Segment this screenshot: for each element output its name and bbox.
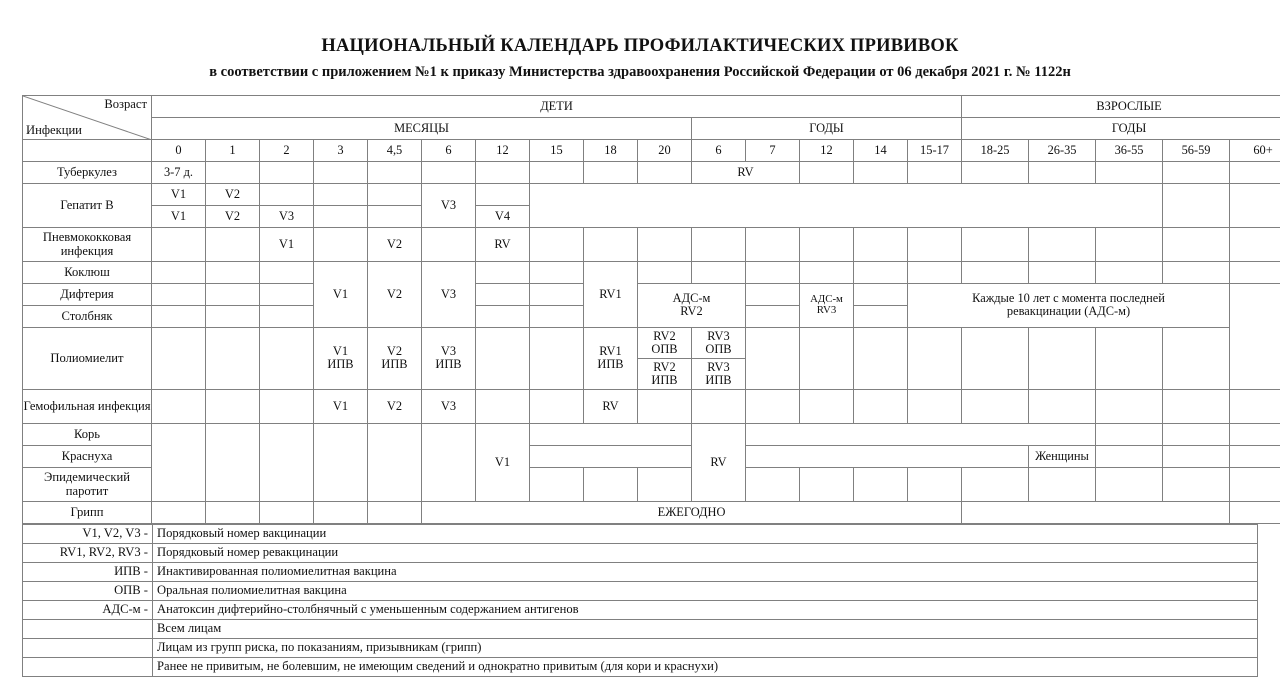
cell-empty [908,261,962,283]
legend-value-ipv: Инактивированная полиомиелитная вакцина [153,562,1258,581]
cell-polio-rv2-ipv [638,358,692,389]
cell-empty [1230,389,1280,423]
cell-mmr-v1: V1 [476,423,530,501]
legend-key-v: V1, V2, V3 - [23,524,153,543]
cell-empty [260,327,314,389]
ads-m-rv3-line2: RV3 [816,304,837,317]
cell-empty [314,423,368,501]
cell-empty [206,327,260,389]
col-month-3: 3 [314,139,368,161]
cell-empty [206,161,260,183]
polio-v2-line2: ИПВ [381,357,408,372]
infection-axis-label: Инфекции [26,122,82,137]
polio-rv3-opv-line1: RV3 [707,328,730,343]
legend-row-color-blue [23,657,1258,676]
polio-rv3-ipv-line2: ИПВ [705,372,732,387]
ads-m-rv3-line1: АДС-м [810,293,843,306]
cell-hb-v2-green: V2 [206,183,260,205]
cell-empty [1096,467,1163,501]
cell-empty [1163,467,1230,501]
table-row-hepatitis-b-top [23,183,1280,205]
polio-v1-line2: ИПВ [327,357,354,372]
cell-hib-v3: V3 [422,389,476,423]
cell-empty [368,205,422,227]
polio-rv1-line1: RV1 [599,344,622,359]
cell-empty [908,327,962,389]
cell-empty [206,501,260,523]
cell-influenza-green-60plus [1230,501,1280,523]
title-block [0,0,1280,81]
row-label-measles: Корь [23,423,152,445]
every-10-years-line1: Каждые 10 лет с момента последней [972,291,1165,306]
cell-dtp-v2: V2 [368,261,422,327]
cell-empty [206,283,260,305]
cell-empty [908,227,962,261]
legend-row-opv [23,581,1258,600]
cell-empty [476,161,530,183]
cell-empty [854,305,908,327]
cell-empty [908,389,962,423]
group-header-adults: ВЗРОСЛЫЕ [962,95,1280,117]
col-year-15-17: 15-17 [908,139,962,161]
polio-v2-line1: V2 [386,344,403,359]
cell-empty [152,501,206,523]
cell-hb-v3-orange: V3 [260,205,314,227]
cell-empty [260,501,314,523]
cell-hib-v2: V2 [368,389,422,423]
cell-empty [908,161,962,183]
cell-empty [368,183,422,205]
cell-empty [476,389,530,423]
cell-empty [260,261,314,283]
cell-empty [206,227,260,261]
header-row-ticks [23,139,1280,161]
cell-empty [206,261,260,283]
cell-empty [800,389,854,423]
cell-empty [638,227,692,261]
polio-v3-line1: V3 [440,344,457,359]
table-row-pneumococcal [23,227,1280,261]
cell-empty [1163,423,1230,445]
col-month-20: 20 [638,139,692,161]
legend-value-ads-m: Анатоксин дифтерийно-столбнячный с уменьшенным содержанием антигенов [153,600,1258,619]
cell-empty [854,467,908,501]
cell-empty [530,261,584,283]
legend-value-rv: Порядковый номер ревакцинации [153,543,1258,562]
cell-empty [1096,261,1163,283]
age-axis-label: Возраст [104,96,147,111]
col-month-0: 0 [152,139,206,161]
cell-hb-blue-top [476,183,530,205]
row-label-influenza: Грипп [23,501,152,523]
cell-empty [1230,261,1280,283]
cell-empty [1163,227,1230,261]
cell-empty [1029,227,1096,261]
cell-empty [854,161,908,183]
cell-ads-m-rv3 [800,283,854,327]
legend-row-color-green [23,619,1258,638]
cell-empty [152,327,206,389]
cell-empty [530,467,584,501]
col-year-7: 7 [746,139,800,161]
legend-value-v: Порядковый номер вакцинации [153,524,1258,543]
cell-empty [206,423,260,501]
cell-empty [530,283,584,305]
cell-empty [746,261,800,283]
cell-measles-blue-months [530,423,692,445]
cell-empty [260,161,314,183]
cell-every-10-years [908,283,1230,327]
cell-empty [854,261,908,283]
cell-empty [962,261,1029,283]
table-row-influenza [23,501,1280,523]
cell-empty [1163,327,1230,389]
cell-empty [1096,161,1163,183]
legend-key-ipv: ИПВ - [23,562,153,581]
polio-rv3-ipv-line1: RV3 [707,359,730,374]
col-year-12: 12 [800,139,854,161]
cell-empty [908,467,962,501]
legend-row-color-orange [23,638,1258,657]
legend-value-blue: Ранее не привитым, не болевшим, не имеющим сведений и однократно привитым (для кори и краснухи) [153,657,1258,676]
row-label-hib: Гемофильная инфекция [23,389,152,423]
cell-empty [1029,261,1096,283]
polio-rv2-opv-line2: ОПВ [651,341,678,356]
every-10-years-line2: ревакцинации (АДС-м) [1006,304,1131,319]
col-year-36-55: 36-55 [1096,139,1163,161]
cell-mmr-rv: RV [692,423,746,501]
cell-hib-v1: V1 [314,389,368,423]
cell-empty [638,261,692,283]
cell-empty [1029,389,1096,423]
legend-row-ads-m [23,600,1258,619]
legend-key-rv: RV1, RV2, RV3 - [23,543,153,562]
cell-empty [476,261,530,283]
cell-polio-v3 [422,327,476,389]
col-month-18: 18 [584,139,638,161]
cell-polio-rv3-ipv [692,358,746,389]
legend-value-opv: Оральная полиомиелитная вакцина [153,581,1258,600]
cell-empty [962,389,1029,423]
cell-hb-v1-green: V1 [152,183,206,205]
table-row-pertussis [23,261,1280,283]
col-year-26-35: 26-35 [1029,139,1096,161]
cell-polio-rv3-opv [692,327,746,358]
cell-rubella-blue-months [530,445,692,467]
legend-table [22,524,1258,677]
cell-empty [476,305,530,327]
page-title: НАЦИОНАЛЬНЫЙ КАЛЕНДАРЬ ПРОФИЛАКТИЧЕСКИХ ПРИВИВОК [321,36,959,56]
unit-header-years-children: ГОДЫ [692,117,962,139]
cell-measles-orange-36-55 [1096,423,1163,445]
cell-empty [854,283,908,305]
cell-empty [314,161,368,183]
legend-row-rv [23,543,1258,562]
unit-header-years-adults: ГОДЫ [962,117,1280,139]
cell-empty [260,423,314,501]
cell-empty [854,227,908,261]
cell-empty [692,261,746,283]
row-label-hepatitis-b: Гепатит В [23,183,152,227]
cell-empty [260,283,314,305]
unit-header-months: МЕСЯЦЫ [152,117,692,139]
cell-empty [530,305,584,327]
cell-empty [746,283,800,305]
cell-empty [530,227,584,261]
cell-empty [1096,389,1163,423]
cell-empty [260,305,314,327]
cell-empty [1230,183,1280,227]
cell-empty [314,183,368,205]
header-row-groups [23,95,1280,117]
col-month-2: 2 [260,139,314,161]
row-label-rubella: Краснуха [23,445,152,467]
cell-empty [746,389,800,423]
cell-empty [152,423,206,501]
cell-empty [746,227,800,261]
table-row-tuberculosis [23,161,1280,183]
cell-tb-birth: 3-7 д. [152,161,206,183]
legend-value-orange: Лицам из групп риска, по показаниям, призывникам (грипп) [153,638,1258,657]
page-subtitle: в соответствии с приложением №1 к приказу Министерства здравоохранения Российской Федерации от 06 декабря 2021 г. № 1122н [209,64,1071,81]
cell-rubella-women: Женщины [1029,445,1096,467]
cell-empty [1163,445,1230,467]
col-year-6: 6 [692,139,746,161]
cell-empty [1096,327,1163,389]
cell-empty [476,283,530,305]
row-label-diphtheria: Дифтерия [23,283,152,305]
cell-empty [1029,161,1096,183]
cell-empty [692,389,746,423]
cell-empty [854,327,908,389]
legend-row-ipv [23,562,1258,581]
cell-influenza-orange-adults [962,501,1230,523]
cell-empty [1163,389,1230,423]
cell-empty [800,227,854,261]
cell-empty [638,161,692,183]
cell-empty [584,467,638,501]
cell-polio-v1 [314,327,368,389]
cell-empty [530,327,584,389]
cell-empty [368,161,422,183]
cell-empty [152,261,206,283]
polio-rv1-line2: ИПВ [597,357,624,372]
col-year-14: 14 [854,139,908,161]
legend-key-opv: ОПВ - [23,581,153,600]
cell-polio-rv2-opv [638,327,692,358]
cell-hb-v4-orange: V4 [476,205,530,227]
row-label-tetanus: Столбняк [23,305,152,327]
cell-empty [314,205,368,227]
cell-empty [1230,423,1280,445]
cell-empty [638,467,692,501]
cell-empty [1163,183,1230,227]
cell-empty [476,327,530,389]
table-row-polio-top [23,327,1280,358]
cell-empty [962,327,1029,389]
legend-value-green: Всем лицам [153,619,1258,638]
cell-empty [962,161,1029,183]
legend-swatch-blue [23,657,153,676]
cell-empty [692,227,746,261]
cell-pneumo-v2: V2 [368,227,422,261]
polio-v3-line2: ИПВ [435,357,462,372]
cell-empty [1096,227,1163,261]
cell-empty [368,423,422,501]
cell-empty [152,227,206,261]
cell-empty [1230,161,1280,183]
cell-empty [746,327,800,389]
col-month-4-5: 4,5 [368,139,422,161]
cell-empty [962,467,1029,501]
cell-dtp-v3: V3 [422,261,476,327]
cell-empty [800,161,854,183]
cell-empty [206,305,260,327]
legend-swatch-green [23,619,153,638]
row-label-polio: Полиомиелит [23,327,152,389]
table-row-hib [23,389,1280,423]
legend-swatch-orange [23,638,153,657]
col-year-60plus: 60+ [1230,139,1280,161]
row-label-tuberculosis: Туберкулез [23,161,152,183]
cell-empty [314,501,368,523]
legend-key-ads-m: АДС-м - [23,600,153,619]
group-header-children: ДЕТИ [152,95,962,117]
cell-hib-rv: RV [584,389,638,423]
col-month-6: 6 [422,139,476,161]
row-label-pneumococcal: Пневмококковая инфекция [23,227,152,261]
cell-empty [314,227,368,261]
cell-empty [800,261,854,283]
vaccination-calendar-table [22,95,1280,524]
col-year-18-25: 18-25 [962,139,1029,161]
row-label-header [23,139,152,161]
cell-empty [800,327,854,389]
cell-empty [854,389,908,423]
ads-m-rv2-line1: АДС-м [672,291,711,306]
cell-dtp-rv1: RV1 [584,261,638,327]
cell-empty [152,305,206,327]
polio-rv2-ipv-line1: RV2 [653,359,676,374]
polio-rv2-ipv-line2: ИПВ [651,372,678,387]
cell-empty [1230,445,1280,467]
cell-hb-v1-orange: V1 [152,205,206,227]
cell-tb-rv: RV [692,161,800,183]
cell-polio-v2 [368,327,422,389]
cell-empty [152,283,206,305]
cell-empty [746,305,800,327]
polio-rv2-opv-line1: RV2 [653,328,676,343]
cell-empty [962,227,1029,261]
cell-empty [584,227,638,261]
cell-empty [530,389,584,423]
legend-row-v [23,524,1258,543]
cell-empty [1230,467,1280,501]
cell-empty [260,389,314,423]
cell-hb-v2-orange: V2 [206,205,260,227]
cell-rubella-blue-years [746,445,1029,467]
col-month-1: 1 [206,139,260,161]
cell-empty [1096,445,1163,467]
col-month-12: 12 [476,139,530,161]
cell-empty [422,227,476,261]
cell-empty [260,183,314,205]
header-row-units [23,117,1280,139]
cell-polio-rv1 [584,327,638,389]
cell-empty [746,467,800,501]
cell-empty [1029,327,1096,389]
cell-empty [800,467,854,501]
cell-empty [206,389,260,423]
cell-hb-blue-band [530,183,1163,227]
polio-rv3-opv-line2: ОПВ [705,341,732,356]
table-row-diphtheria [23,283,1280,305]
cell-empty [584,161,638,183]
col-year-56-59: 56-59 [1163,139,1230,161]
cell-empty [422,161,476,183]
cell-influenza-annual: ЕЖЕГОДНО [422,501,962,523]
cell-empty [422,423,476,501]
cell-ads-m-rv2 [638,283,746,327]
cell-empty [152,389,206,423]
polio-v1-line1: V1 [332,344,349,359]
cell-measles-blue-years [746,423,1096,445]
cell-empty [638,389,692,423]
cell-empty [1163,261,1230,283]
cell-pneumo-v1: V1 [260,227,314,261]
cell-empty [530,161,584,183]
cell-empty [368,501,422,523]
table-row-measles [23,423,1280,445]
cell-hb-v3-green: V3 [422,183,476,227]
cell-empty [1029,467,1096,501]
corner-cell [23,95,152,139]
row-label-pertussis: Коклюш [23,261,152,283]
cell-empty [1163,161,1230,183]
cell-empty [1230,227,1280,261]
cell-pneumo-rv: RV [476,227,530,261]
row-label-mumps: Эпидемический паротит [23,467,152,501]
cell-dtp-v1: V1 [314,261,368,327]
ads-m-rv2-line2: RV2 [680,304,703,319]
col-month-15: 15 [530,139,584,161]
